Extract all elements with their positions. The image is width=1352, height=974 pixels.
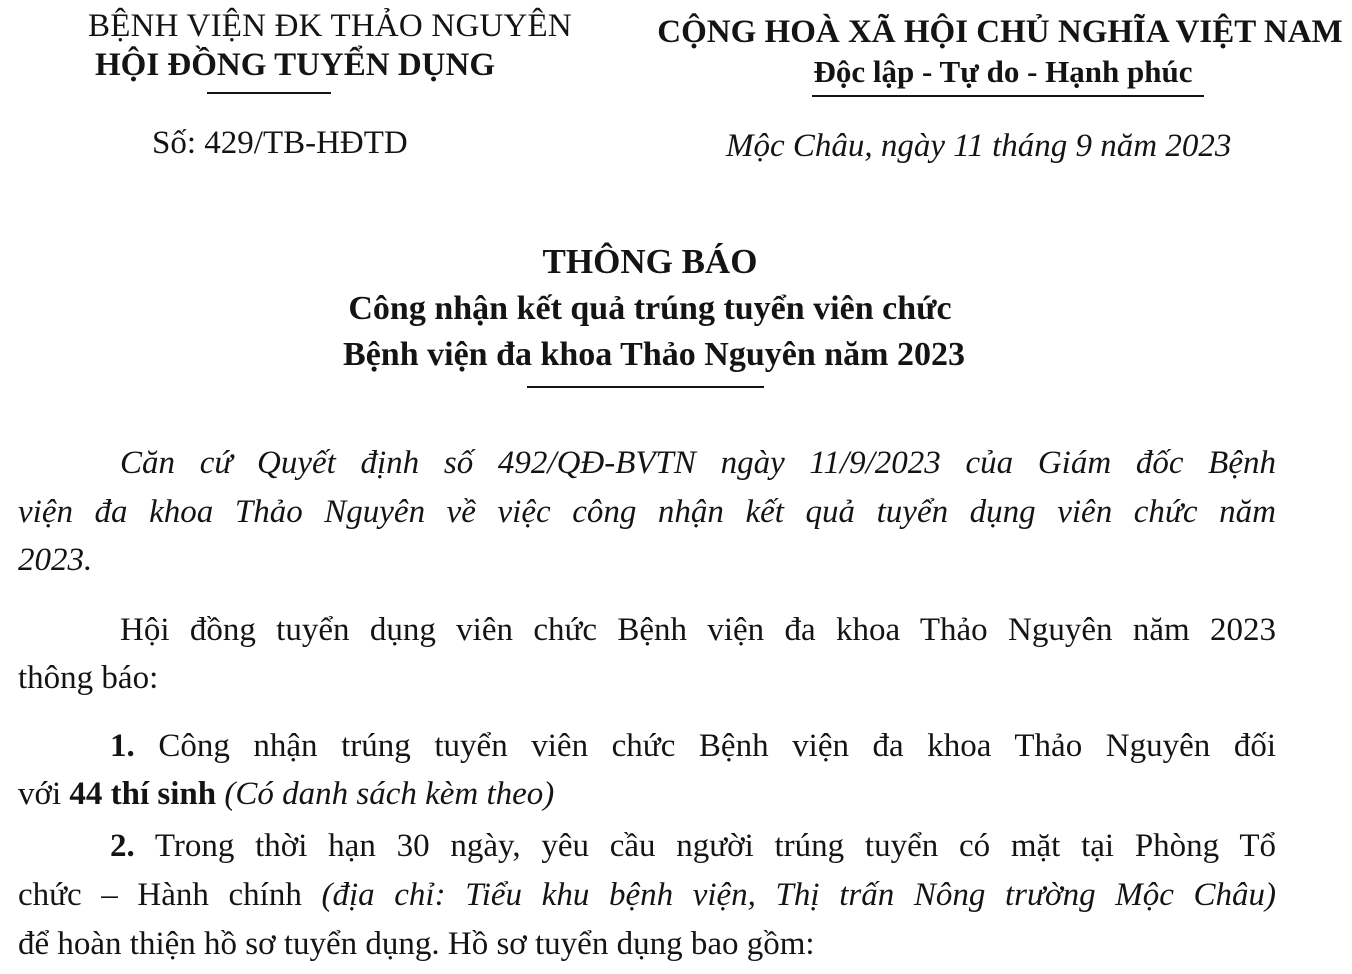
attachment-note: (Có danh sách kèm theo) xyxy=(216,776,555,812)
document-title: THÔNG BÁO xyxy=(542,242,758,281)
item-2-line-1 xyxy=(110,828,1276,865)
candidate-count: 44 thí sinh xyxy=(69,776,217,812)
item-1-line-1 xyxy=(110,728,1276,765)
basis-paragraph-line-1: Căn cứ Quyết định số 492/QĐ-BVTN ngày 11/9/2023 của Giám đốc Bệnh xyxy=(120,445,1276,481)
place-and-date: Mộc Châu, ngày 11 tháng 9 năm 2023 xyxy=(726,128,1232,164)
document-subtitle-line-1: Công nhận kết quả trúng tuyển viên chức xyxy=(348,290,952,327)
document-number: Số: 429/TB-HĐTD xyxy=(152,125,408,161)
item-1-number: 1. xyxy=(110,728,135,764)
office-address: (địa chỉ: Tiểu khu bệnh viện, Thị trấn Nông trường Mộc Châu) xyxy=(321,877,1276,913)
header-right-divider xyxy=(812,95,1204,97)
title-divider xyxy=(527,386,764,388)
item-1-text: Công nhận trúng tuyển viên chức Bệnh viện đa khoa Thảo Nguyên đối xyxy=(134,728,1276,764)
national-motto: Độc lập - Tự do - Hạnh phúc xyxy=(813,54,1193,89)
item-2-number: 2. xyxy=(110,828,135,864)
item-1-prefix: với xyxy=(18,776,70,812)
basis-paragraph-line-3: 2023. xyxy=(18,542,93,578)
document-subtitle-line-2: Bệnh viện đa khoa Thảo Nguyên năm 2023 xyxy=(343,336,965,373)
council-name: HỘI ĐỒNG TUYỂN DỤNG xyxy=(94,47,495,83)
item-2-line-3: để hoàn thiện hồ sơ tuyển dụng. Hồ sơ tuyển dụng bao gồm: xyxy=(18,926,815,962)
national-title: CỘNG HOÀ XÃ HỘI CHỦ NGHĨA VIỆT NAM xyxy=(657,14,1343,50)
item-1-line-2 xyxy=(18,776,554,813)
item-2-line-2 xyxy=(18,877,1276,914)
organization-name: BỆNH VIỆN ĐK THẢO NGUYÊN xyxy=(88,8,572,44)
basis-paragraph-line-2: viện đa khoa Thảo Nguyên về việc công nhận kết quả tuyển dụng viên chức năm xyxy=(18,494,1276,530)
header-left-divider xyxy=(207,92,331,94)
intro-paragraph-line-1: Hội đồng tuyển dụng viên chức Bệnh viện đa khoa Thảo Nguyên năm 2023 xyxy=(120,612,1276,648)
item-2-text: Trong thời hạn 30 ngày, yêu cầu người trúng tuyển có mặt tại Phòng Tổ xyxy=(134,828,1276,864)
intro-paragraph-line-2: thông báo: xyxy=(18,660,159,696)
item-2-prefix: chức – Hành chính xyxy=(18,877,322,913)
